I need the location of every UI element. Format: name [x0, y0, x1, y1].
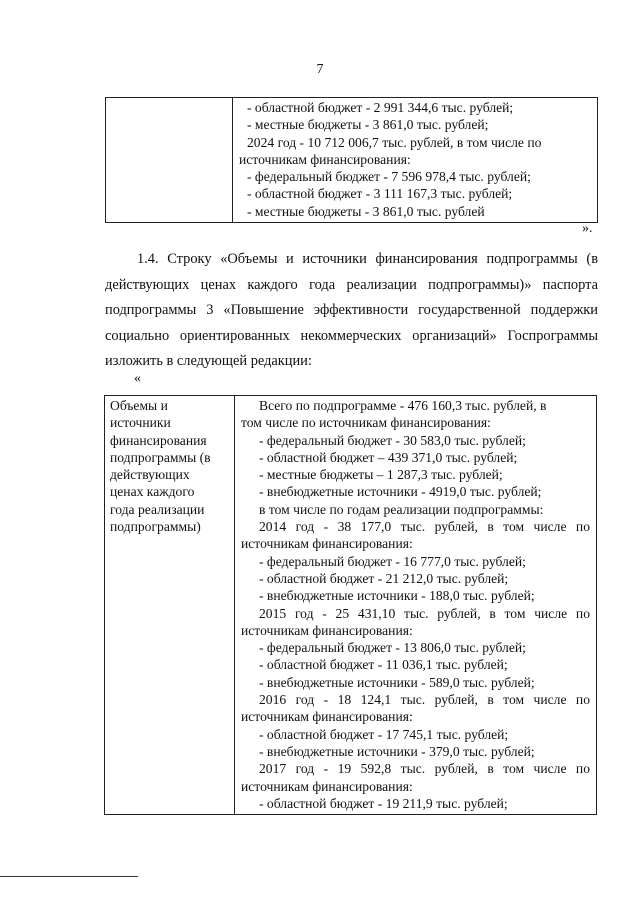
- funding-line: 2014 год - 38 177,0 тыс. рублей, в том числе по: [259, 519, 590, 535]
- paragraph-line: 1.4. Строку «Объемы и источники финансирования подпрограммы (в: [137, 251, 598, 267]
- table-line: - областной бюджет - 3 111 167,3 тыс. рублей;: [247, 186, 513, 202]
- funding-line: - внебюджетные источники - 4919,0 тыс. рублей;: [259, 484, 542, 500]
- funding-line: - областной бюджет - 19 211,9 тыс. рублей;: [259, 795, 508, 811]
- funding-line: - областной бюджет - 17 745,1 тыс. рублей;: [259, 726, 509, 742]
- funding-line: - внебюджетные источники - 188,0 тыс. рублей;: [259, 588, 535, 604]
- table-cell-empty: [106, 98, 233, 223]
- paragraph-line: изложить в следующей редакции:: [105, 353, 312, 369]
- amendment-paragraph: [105, 247, 598, 375]
- funding-line: Всего по подпрограмме - 476 160,3 тыс. рублей, в: [259, 398, 547, 413]
- table-row: [106, 98, 598, 223]
- funding-line: - местные бюджеты – 1 287,3 тыс. рублей;: [259, 467, 503, 483]
- opening-quote: «: [134, 371, 141, 386]
- page-number: 7: [316, 62, 324, 77]
- funding-table-continuation: [105, 97, 598, 223]
- funding-line: источникам финансирования:: [241, 709, 413, 725]
- heading-line: финансирования: [110, 432, 207, 448]
- funding-line: источникам финансирования:: [241, 778, 413, 794]
- funding-line: - внебюджетные источники - 589,0 тыс. рублей;: [259, 674, 535, 690]
- table-cell-funding: [235, 396, 597, 815]
- funding-line: - областной бюджет - 11 036,1 тыс. рублей;: [259, 657, 508, 673]
- heading-line: источники: [110, 415, 171, 431]
- funding-line: 2016 год - 18 124,1 тыс. рублей, в том числе по: [259, 692, 590, 708]
- funding-line: том числе по источникам финансирования:: [241, 415, 491, 431]
- table-cell-funding: [233, 98, 598, 223]
- funding-line: 2017 год - 19 592,8 тыс. рублей, в том числе по: [259, 761, 590, 777]
- paragraph-line: социально ориентированных некоммерческих организаций» Госпрограммы: [105, 327, 598, 344]
- heading-line: Объемы и: [110, 398, 168, 413]
- funding-line: - областной бюджет – 439 371,0 тыс. рублей;: [259, 449, 518, 465]
- funding-line: - федеральный бюджет - 13 806,0 тыс. рублей;: [259, 640, 526, 656]
- heading-line: года реализации: [110, 501, 205, 517]
- funding-line: источникам финансирования:: [241, 622, 413, 638]
- table-line: - областной бюджет - 2 991 344,6 тыс. рублей;: [247, 100, 514, 115]
- table-row: [105, 396, 597, 815]
- funding-line: - федеральный бюджет - 16 777,0 тыс. рублей;: [259, 553, 526, 569]
- closing-quote: ».: [582, 221, 593, 236]
- funding-line: в том числе по годам реализации подпрограммы:: [259, 501, 544, 517]
- table-line: - федеральный бюджет - 7 596 978,4 тыс. рублей;: [247, 169, 531, 185]
- table-line: - местные бюджеты - 3 861,0 тыс. рублей: [247, 203, 485, 219]
- heading-line: ценах каждого: [110, 484, 195, 500]
- heading-line: действующих: [110, 467, 190, 483]
- heading-line: подпрограммы): [110, 519, 201, 535]
- table-line: - местные бюджеты - 3 861,0 тыс. рублей;: [247, 117, 489, 133]
- funding-line: - областной бюджет - 21 212,0 тыс. рублей;: [259, 570, 509, 586]
- table-line: источникам финансирования:: [239, 151, 411, 167]
- paragraph-line: подпрограммы 3 «Повышение эффективности государственной поддержки: [105, 302, 598, 318]
- table-cell-heading: [105, 396, 235, 815]
- heading-line: подпрограммы (в: [110, 449, 211, 465]
- funding-line: - федеральный бюджет - 30 583,0 тыс. рублей;: [259, 432, 526, 448]
- funding-line: 2015 год - 25 431,10 тыс. рублей, в том числе по: [259, 605, 590, 621]
- funding-line: источникам финансирования:: [241, 536, 413, 552]
- funding-line: - внебюджетные источники - 379,0 тыс. рублей;: [259, 743, 535, 759]
- table-line: 2024 год - 10 712 006,7 тыс. рублей, в том числе по: [247, 134, 542, 150]
- funding-table: [104, 395, 597, 815]
- paragraph-line: действующих ценах каждого года реализации подпрограммы)» паспорта: [105, 276, 598, 293]
- footnote-divider: [0, 876, 138, 877]
